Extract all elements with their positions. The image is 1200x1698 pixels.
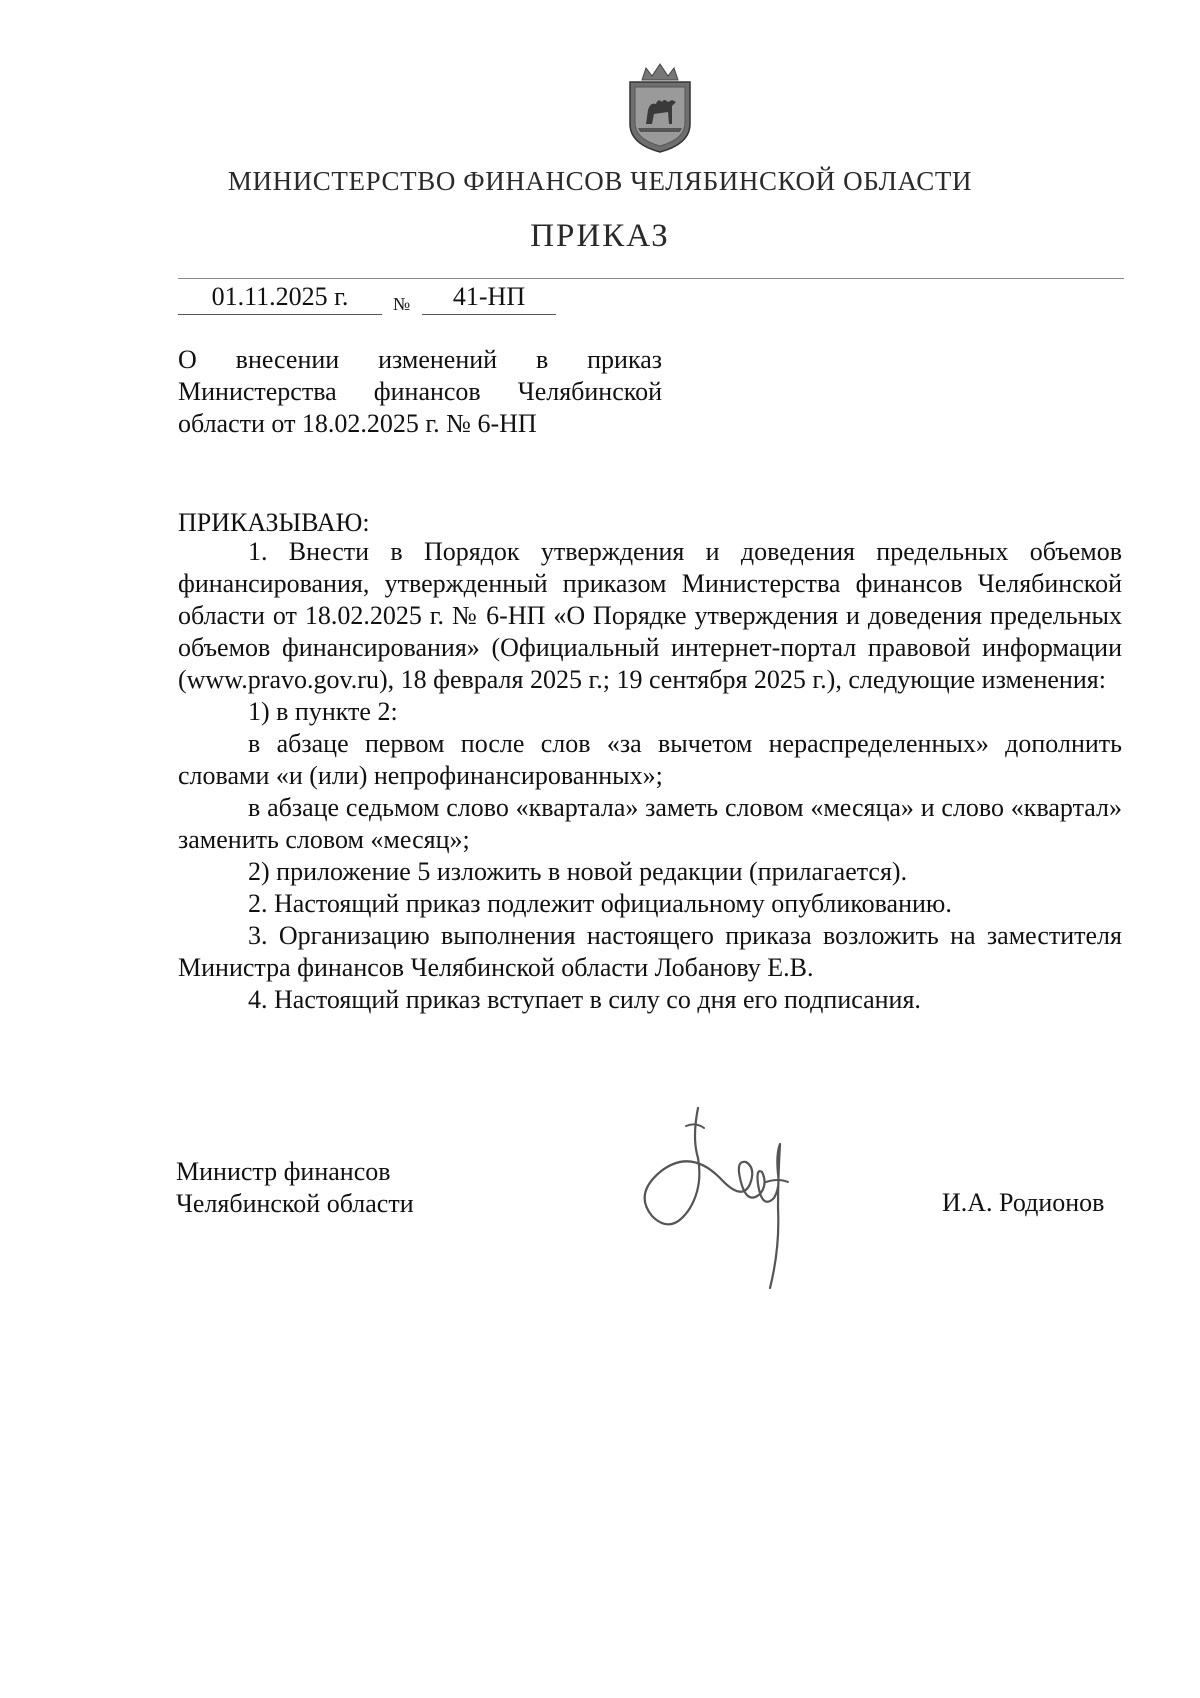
paragraph-abzac-1: в абзаце первом после слов «за вычетом нераспределенных» дополнить словами «и (или) непрофинансированных»; <box>178 729 1122 790</box>
ministry-name: МИНИСТЕРСТВО ФИНАНСОВ ЧЕЛЯБИНСКОЙ ОБЛАСТИ <box>227 166 973 196</box>
signatory-title-line1: Министр финансов <box>176 1157 391 1186</box>
order-date: 01.11.2025 г. <box>178 282 382 315</box>
number-label: № <box>393 294 411 314</box>
document-type-title: ПРИКАЗ <box>530 218 670 254</box>
signatory-name: И.А. Родионов <box>942 1188 1105 1217</box>
paragraph-item-4: 4. Настоящий приказ вступает в силу со дня его подписания. <box>248 985 921 1014</box>
signatory-title-line2: Челябинской области <box>176 1189 414 1218</box>
header-divider <box>178 278 1124 279</box>
signatory-title <box>176 1156 414 1220</box>
handwritten-signature <box>628 1098 828 1298</box>
order-keyword: ПРИКАЗЫВАЮ: <box>178 508 370 537</box>
paragraph-subitem-2: 2) приложение 5 изложить в новой редакции (прилагается). <box>248 857 908 886</box>
paragraph-subitem-1: 1) в пункте 2: <box>248 697 398 726</box>
order-subject: О внесении изменений в приказ Министерства финансов Челябинской области от 18.02.2025 г. № 6-НП <box>178 345 662 438</box>
paragraph-item-1: 1. Внести в Порядок утверждения и доведения предельных объемов финансирования, утвержденный приказом Министерства финансов Челябинской области от 18.02.2025 г. № 6-НП «О Порядке утверждения и доведения предельных объемов финансирования» (Официальный интернет-портал правовой информации (www.pravo.gov.ru), 18 февраля 2025 г.; 19 сентября 2025 г.), следующие изменения: <box>178 537 1122 694</box>
coat-of-arms-emblem <box>622 62 698 154</box>
paragraph-item-2: 2. Настоящий приказ подлежит официальному опубликованию. <box>248 889 952 918</box>
paragraph-item-3: 3. Организацию выполнения настоящего приказа возложить на заместителя Министра финансов Челябинской области Лобанову Е.В. <box>178 921 1122 982</box>
order-body <box>178 536 1122 1016</box>
paragraph-abzac-7: в абзаце седьмом слово «квартала» заметь словом «месяца» и слово «квартал» заменить словом «месяц»; <box>178 793 1122 854</box>
order-number: 41-НП <box>422 282 556 315</box>
